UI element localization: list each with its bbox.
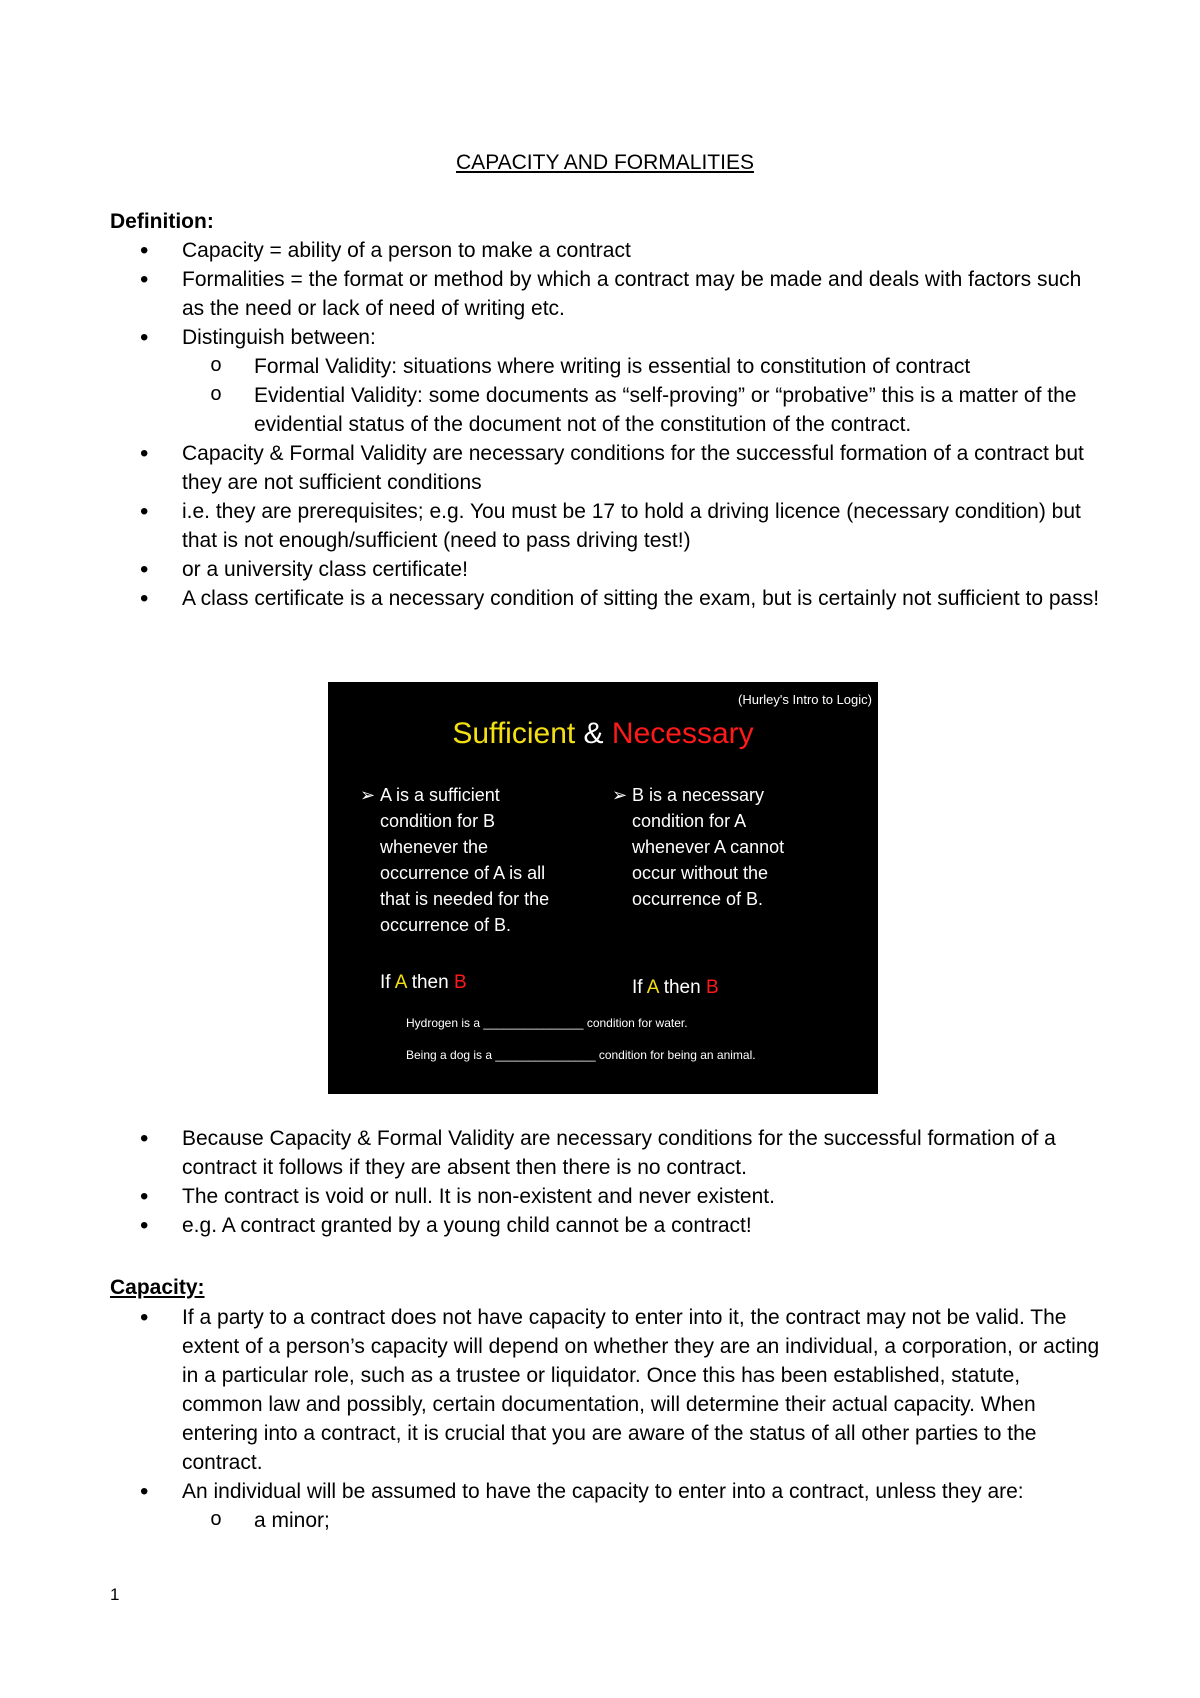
if-word: If: [632, 977, 647, 998]
sub-list: [182, 352, 1100, 439]
b-letter: B: [453, 972, 467, 993]
arrow-bullet-icon: ➢: [360, 785, 376, 805]
list-item: [110, 265, 1100, 323]
sub-list-item: [182, 352, 1100, 381]
b-letter: B: [705, 977, 719, 998]
list-item: [110, 584, 1100, 613]
sub-bullet-text: a minor;: [254, 1509, 330, 1532]
slide-title-amp: &: [575, 717, 612, 750]
bullet-text: Because Capacity & Formal Validity are necessary conditions for the successful formation of a contract it follows if they are absent then there is no contract.: [182, 1127, 1056, 1179]
arrow-bullet-icon: ➢: [612, 785, 628, 805]
slide-if-then-left: [380, 972, 467, 994]
bullet-text: If a party to a contract does not have capacity to enter into it, the contract may not be valid. The extent of a person’s capacity will depend on whether they are an individual, a corporation, or acting in a particular role, such as a trustee or liquidator. Once this has been established, statute, common law and possibly, certain documentation, will determine their actual capacity. When entering into a contract, it is crucial that you are aware of the status of all other parties to the contract.: [182, 1306, 1100, 1474]
slide-title-necessary: Necessary: [611, 717, 754, 750]
sub-bullet-text: Evidential Validity: some documents as “self-proving” or “probative” this is a matter of the evidential status of the document not of the constitution of the contract.: [254, 384, 1077, 436]
sufficient-necessary-slide-image: [328, 682, 878, 1094]
if-word: If: [380, 972, 395, 993]
list-item: [110, 1303, 1100, 1477]
slide-title: [328, 714, 878, 754]
page-title: CAPACITY AND FORMALITIES: [456, 151, 754, 174]
slide-if-then-right: [632, 977, 719, 999]
a-letter: A: [394, 972, 407, 993]
list-item: [110, 1211, 1100, 1240]
sub-bullet-text: Formal Validity: situations where writing is essential to constitution of contract: [254, 355, 971, 378]
list-item: [110, 1182, 1100, 1211]
slide-left-text: A is a sufficient condition for B whenever the occurrence of A is all that is needed for the occurrence of B.: [380, 785, 550, 935]
bullet-text: Capacity = ability of a person to make a contract: [182, 239, 631, 262]
page-number: 1: [110, 1585, 120, 1604]
slide-sufficient-definition: [360, 782, 580, 938]
slide-right-text: B is a necessary condition for A whenever A cannot occur without the occurrence of B.: [632, 785, 785, 909]
bullet-text: Formalities = the format or method by which a contract may be made and deals with factors such as the need or lack of need of writing etc.: [182, 268, 1082, 320]
capacity-heading: Capacity:: [110, 1276, 205, 1299]
slide-necessary-definition: [612, 782, 832, 912]
bullet-text: The contract is void or null. It is non-existent and never existent.: [182, 1185, 775, 1208]
then-word: then: [658, 977, 706, 998]
after-slide-list: [110, 1124, 1100, 1240]
bullet-text: or a university class certificate!: [182, 558, 468, 581]
definition-list: [110, 236, 1100, 613]
list-item: [110, 323, 1100, 439]
list-item: [110, 1477, 1100, 1535]
list-item: [110, 555, 1100, 584]
capacity-list: [110, 1303, 1100, 1535]
bullet-text: Capacity & Formal Validity are necessary conditions for the successful formation of a contract but they are not sufficient conditions: [182, 442, 1084, 494]
definition-heading: Definition:: [110, 210, 214, 233]
bullet-text: i.e. they are prerequisites; e.g. You must be 17 to hold a driving licence (necessary condition) but that is not enough/sufficient (need to pass driving test!): [182, 500, 1081, 552]
bullet-text: Distinguish between:: [182, 326, 376, 349]
slide-source: (Hurley's Intro to Logic): [738, 692, 872, 707]
list-item: [110, 497, 1100, 555]
list-item: [110, 236, 1100, 265]
sub-list-item: [182, 1506, 1100, 1535]
then-word: then: [406, 972, 454, 993]
slide-title-sufficient: Sufficient: [452, 717, 576, 750]
a-letter: A: [646, 977, 659, 998]
list-item: [110, 1124, 1100, 1182]
sub-list-item: [182, 381, 1100, 439]
sub-list: [182, 1506, 1100, 1535]
bullet-text: e.g. A contract granted by a young child cannot be a contract!: [182, 1214, 752, 1237]
slide-fill-in-2: Being a dog is a _______________ condition for being an animal.: [406, 1048, 756, 1062]
slide-fill-in-1: Hydrogen is a _______________ condition for water.: [406, 1016, 688, 1030]
bullet-text: A class certificate is a necessary condition of sitting the exam, but is certainly not sufficient to pass!: [182, 587, 1100, 610]
list-item: [110, 439, 1100, 497]
bullet-text: An individual will be assumed to have the capacity to enter into a contract, unless they are:: [182, 1480, 1024, 1503]
